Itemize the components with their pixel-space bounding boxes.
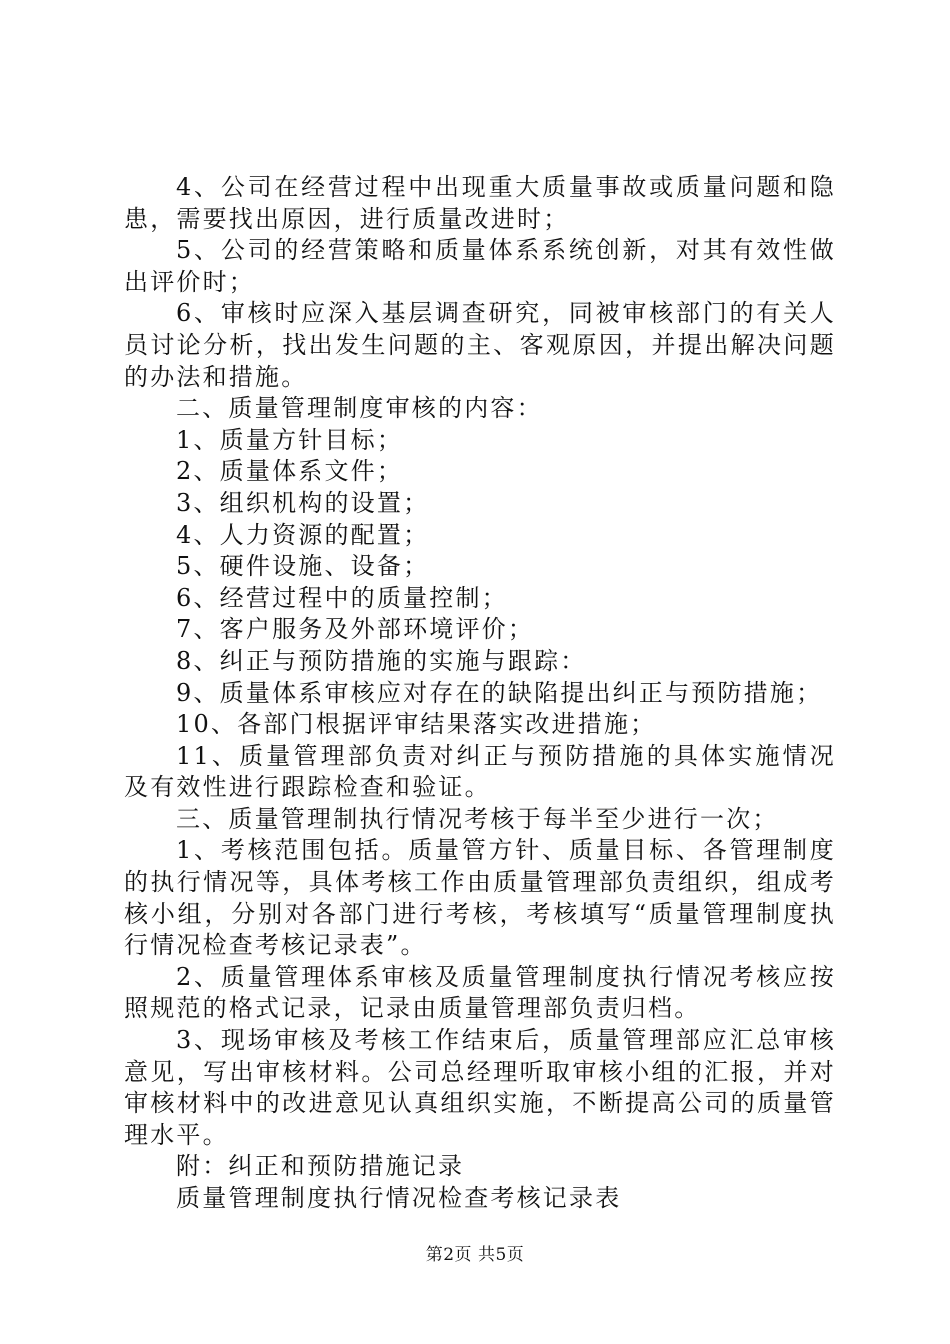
list-item: 5、硬件设施、设备； [176,552,430,581]
list-item: 3、组织机构的设置； [176,488,430,517]
document-body [124,172,836,1215]
attachment-line: 质量管理制度执行情况检查考核记录表 [176,1184,622,1212]
list-item: 4、人力资源的配置； [176,520,430,549]
list-item: 8、纠正与预防措施的实施与跟踪： [176,646,587,675]
list-item: 11、质量管理部负责对纠正与预防措施的具体实施情况及有效性进行跟踪检查和验证。 [124,741,836,802]
list-item: 10、各部门根据评审结果落实改进措施； [176,710,657,739]
paragraph: 2、质量管理体系审核及质量管理制度执行情况考核应按照规范的格式记录，记录由质量管理部负责归档。 [124,962,836,1023]
list-item: 9、质量体系审核应对存在的缺陷提出纠正与预防措施； [176,678,823,707]
list-item: 1、质量方针目标； [176,425,404,454]
paragraph: 3、现场审核及考核工作结束后，质量管理部应汇总审核意见，写出审核材料。公司总经理听取审核小组的汇报，并对审核材料中的改进意见认真组织实施，不断提高公司的质量管理水平。 [124,1026,836,1149]
attachment-line: 附：纠正和预防措施记录 [176,1152,465,1181]
list-item: 2、质量体系文件； [176,457,404,486]
list-item: 7、客户服务及外部环境评价； [176,615,535,644]
section-heading: 二、质量管理制度审核的内容： [176,394,543,423]
paragraph: 1、考核范围包括。质量管方针、质量目标、各管理制度的执行情况等，具体考核工作由质量管理部负责组织，组成考核小组，分别对各部门进行考核，考核填写“质量管理制度执行情况检查考核记录表”。 [124,836,836,960]
paragraph: 4、公司在经营过程中出现重大质量事故或质量问题和隐患，需要找出原因，进行质量改进时； [124,173,836,233]
section-heading: 三、质量管理制执行情况考核于每半至少进行一次； [176,804,779,833]
list-item: 6、经营过程中的质量控制； [176,583,508,612]
page-number-footer: 第2页 共5页 [425,1245,525,1265]
paragraph: 5、公司的经营策略和质量体系系统创新，对其有效性做出评价时； [124,236,836,296]
paragraph: 6、审核时应深入基层调查研究，同被审核部门的有关人员讨论分析，找出发生问题的主、客观原因，并提出解决问题的办法和措施。 [124,299,836,391]
